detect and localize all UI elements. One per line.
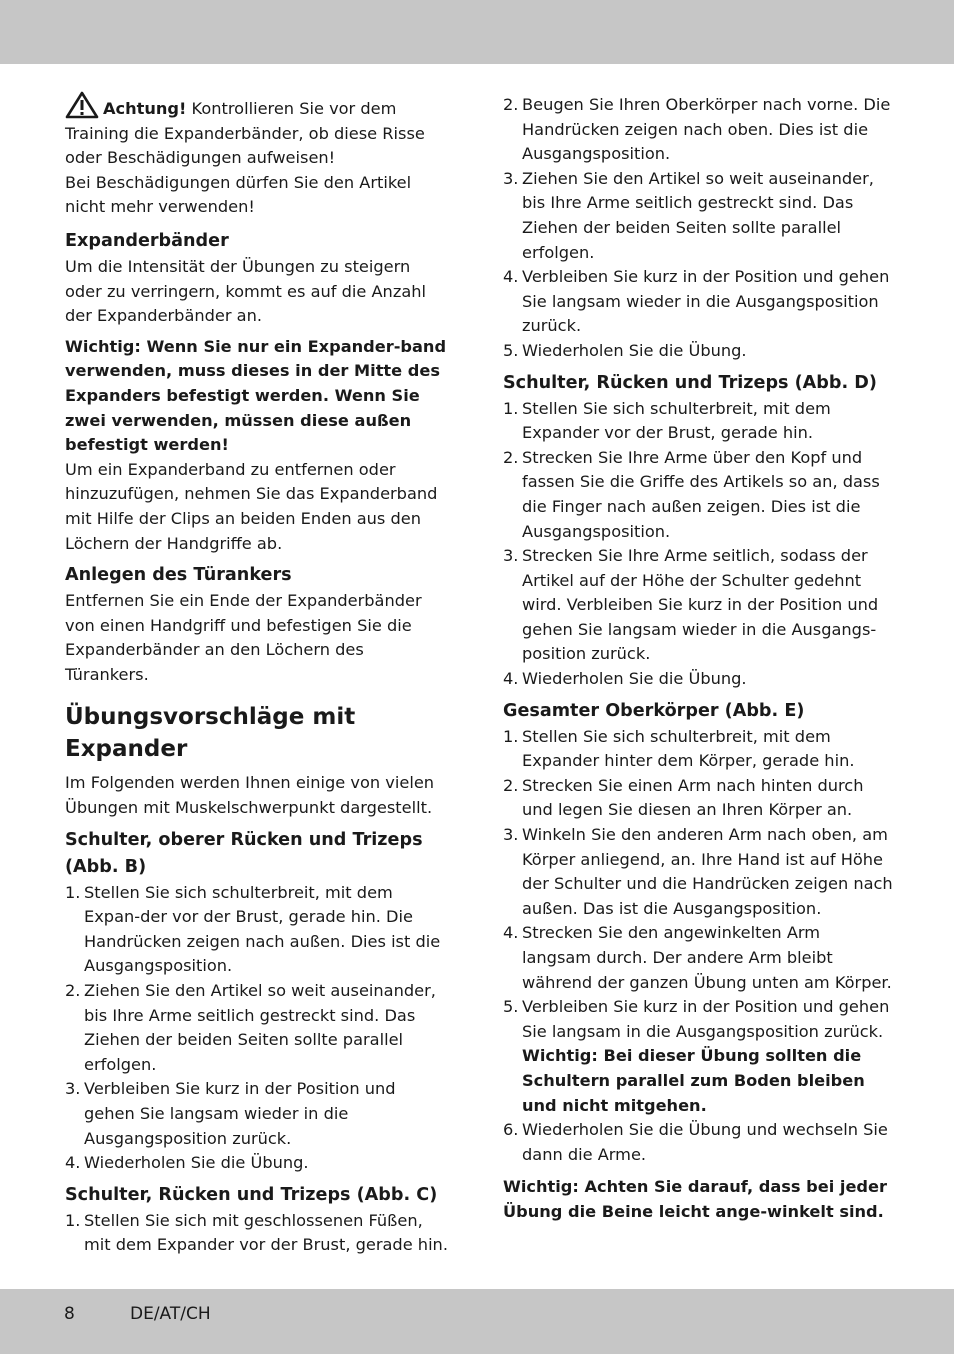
- list-item: [503, 339, 893, 364]
- step-number: 4.: [503, 669, 519, 689]
- exercise-e-heading: Gesamter Oberkörper (Abb. E): [503, 700, 805, 721]
- warning-paragraph: [65, 91, 451, 220]
- step-number: 2.: [503, 95, 519, 114]
- exercise-c-steps-continued: [503, 93, 893, 364]
- exercise-c-heading: Schulter, Rücken und Trizeps (Abb. C): [65, 1184, 438, 1205]
- list-item: [503, 93, 893, 167]
- step-text: Winkeln Sie den anderen Arm nach oben, am Körper anliegend, an. Ihre Hand ist auf Höhe der Schulter und die Handrücken zeigen nach außen. Das ist die Ausgangsposition.: [522, 825, 893, 918]
- step-number: 3.: [503, 546, 519, 566]
- list-item: [503, 823, 893, 921]
- step-number: 5.: [503, 340, 519, 360]
- final-important-note: Wichtig: Achten Sie darauf, dass bei jeder Übung die Beine leicht ange-winkelt sind.: [503, 1177, 887, 1221]
- list-item: [65, 1151, 451, 1176]
- step-text: Stellen Sie sich schulterbreit, mit dem Expander vor der Brust, gerade hin.: [522, 398, 831, 443]
- step-text: Verbleiben Sie kurz in der Position und gehen Sie langsam wieder in die Ausgangsposition zurück.: [84, 1079, 396, 1148]
- list-item: [503, 921, 893, 995]
- step-text: Wiederholen Sie die Übung.: [84, 1153, 309, 1173]
- expander-heading: Expanderbänder: [65, 230, 229, 251]
- step-text: Strecken Sie Ihre Arme seitlich, sodass der Artikel auf der Höhe der Schulter gedehnt wird. Verbleiben Sie kurz in der Position und gehen Sie langsam wieder in die Ausgangs-position zurück.: [522, 546, 879, 664]
- door-anchor-text: Entfernen Sie ein Ende der Expanderbänder von einen Handgriff und befestigen Sie die Expanderbänder an den Löchern des Türankers.: [65, 591, 422, 684]
- step-number: 3.: [503, 825, 519, 845]
- step-number: 4.: [503, 267, 519, 287]
- list-item: [65, 979, 451, 1077]
- left-column: [65, 91, 451, 1258]
- step-text: Strecken Sie einen Arm nach hinten durch und legen Sie diesen an Ihren Körper an.: [522, 775, 864, 820]
- step-number: 3.: [65, 1079, 81, 1099]
- step-text: Wiederholen Sie die Übung und wechseln Sie dann die Arme.: [522, 1120, 888, 1164]
- expander-text-2: Um ein Expanderband zu entfernen oder hinzuzufügen, nehmen Sie das Expanderband mit Hilfe der Clips an beiden Enden aus den Löchern der Handgriffe ab.: [65, 459, 438, 553]
- list-item: [503, 774, 893, 823]
- exercise-e-steps: [503, 725, 893, 1168]
- expander-important: Wichtig: Wenn Sie nur ein Expander-band verwenden, muss dieses in der Mitte des Expanders befestigt werden. Wenn Sie zwei verwenden, müssen diese außen befestigt werden!: [65, 336, 447, 455]
- exercise-c-steps: [65, 1209, 451, 1258]
- step-text: Stellen Sie sich schulterbreit, mit dem Expander hinter dem Körper, gerade hin.: [522, 726, 855, 771]
- step-number: 4.: [503, 923, 519, 943]
- step-number: 2.: [65, 981, 81, 1001]
- list-item: [503, 1118, 893, 1167]
- warning-label: Achtung!: [103, 99, 187, 118]
- step-text: Beugen Sie Ihren Oberkörper nach vorne. Die Handrücken zeigen nach oben. Dies ist die Ausgangsposition.: [522, 95, 891, 164]
- list-item: [503, 544, 893, 667]
- step-text: Verbleiben Sie kurz in der Position und gehen Sie langsam wieder in die Ausgangsposition zurück.: [522, 267, 890, 336]
- step-text: Wiederholen Sie die Übung.: [522, 340, 747, 360]
- step-text: Strecken Sie den angewinkelten Arm langsam durch. Der andere Arm bleibt während der ganzen Übung unten am Körper.: [522, 923, 892, 992]
- list-item: [503, 167, 893, 265]
- exercises-intro: Im Folgenden werden Ihnen einige von vielen Übungen mit Muskelschwerpunkt dargestellt.: [65, 773, 435, 818]
- step-text: Strecken Sie Ihre Arme über den Kopf und fassen Sie die Griffe des Artikels so an, dass die Finger nach außen zeigen. Dies ist die Ausgangsposition.: [522, 447, 880, 541]
- step-number: 5.: [503, 997, 519, 1017]
- step-number: 1.: [503, 726, 519, 746]
- step-number: 1.: [65, 882, 81, 902]
- country-codes: DE/AT/CH: [130, 1304, 211, 1324]
- step-text: Ziehen Sie den Artikel so weit auseinander, bis Ihre Arme seitlich gestreckt sind. Das Ziehen der beiden Seiten sollte parallel erfolgen.: [84, 981, 436, 1074]
- door-anchor-heading: Anlegen des Türankers: [65, 565, 292, 586]
- step-text: Verbleiben Sie kurz in der Position und gehen Sie langsam in die Ausgangsposition zurück.: [522, 997, 890, 1041]
- exercise-b-steps: [65, 881, 451, 1176]
- step-text: Stellen Sie sich mit geschlossenen Füßen, mit dem Expander vor der Brust, gerade hin.: [84, 1210, 448, 1255]
- step-number: 2.: [503, 447, 519, 467]
- header-bar: [0, 0, 954, 64]
- exercise-d-heading: Schulter, Rücken und Trizeps (Abb. D): [503, 372, 877, 393]
- step-number: 6.: [503, 1120, 519, 1140]
- step-number: 3.: [503, 168, 519, 188]
- list-item: [503, 725, 893, 774]
- step-number: 1.: [503, 398, 519, 418]
- exercises-heading: Übungsvorschläge mit Expander: [65, 704, 356, 763]
- step-number: 1.: [65, 1210, 81, 1230]
- exercise-d-steps: [503, 397, 893, 692]
- page-number: 8: [64, 1304, 75, 1324]
- step-number: 2.: [503, 775, 519, 795]
- list-item: [65, 1077, 451, 1151]
- warning-triangle-icon: [65, 91, 99, 119]
- right-column: [503, 93, 893, 1225]
- step-text: Wiederholen Sie die Übung.: [522, 669, 747, 689]
- list-item: [503, 265, 893, 339]
- list-item: [503, 397, 893, 446]
- step-text: Ziehen Sie den Artikel so weit auseinander, bis Ihre Arme seitlich gestreckt sind. Das Ziehen der beiden Seiten sollte parallel erfolgen.: [522, 168, 874, 262]
- warning-text: Kontrollieren Sie vor dem Training die Expanderbänder, ob diese Risse oder Beschädigungen aufweisen!: [65, 99, 425, 168]
- step-number: 4.: [65, 1153, 81, 1173]
- exercise-b-heading: Schulter, oberer Rücken und Trizeps (Abb. B): [65, 829, 423, 877]
- step-text: Stellen Sie sich schulterbreit, mit dem Expan-der vor der Brust, gerade hin. Die Handrücken zeigen nach außen. Dies ist die Ausgangsposition.: [84, 882, 441, 976]
- warning-text-2: Bei Beschädigungen dürfen Sie den Artikel nicht mehr verwenden!: [65, 172, 412, 217]
- list-item: [503, 446, 893, 544]
- step-important-note: Wichtig: Bei dieser Übung sollten die Schultern parallel zum Boden bleiben und nicht mitgehen.: [522, 1046, 865, 1115]
- expander-text: Um die Intensität der Übungen zu steigern oder zu verringern, kommt es auf die Anzahl der Expanderbänder an.: [65, 256, 426, 326]
- list-item: [503, 995, 893, 1118]
- list-item: [503, 667, 893, 692]
- list-item: [65, 1209, 451, 1258]
- list-item: [65, 881, 451, 979]
